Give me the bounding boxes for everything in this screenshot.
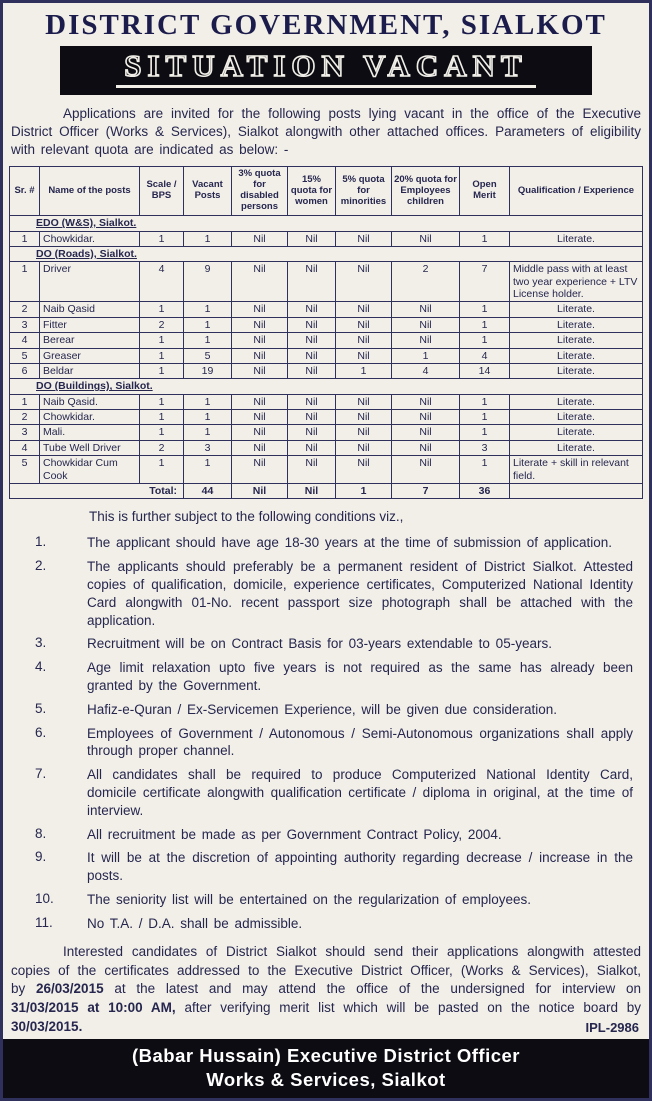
closing-segment: Interested candidates of District Sialkot should send their applications alongwith attested copies of the certificates addressed to the Executive District Officer, (Works & Services), Sialkot, by bbox=[11, 943, 641, 997]
table-cell: Literate. bbox=[510, 231, 643, 246]
condition-text: It will be at the discretion of appointing authority regarding decrease / increase in the posts. bbox=[87, 850, 633, 884]
condition-item bbox=[35, 849, 633, 885]
total-cell: 1 bbox=[336, 483, 392, 498]
table-cell: Nil bbox=[336, 333, 392, 348]
table-cell: Chowkidar Cum Cook bbox=[40, 456, 140, 484]
table-cell: Literate. bbox=[510, 425, 643, 440]
table-cell: Nil bbox=[392, 425, 460, 440]
table-cell: 1 bbox=[460, 333, 510, 348]
table-cell: Nil bbox=[336, 348, 392, 363]
vacancy-table-head bbox=[10, 167, 643, 216]
table-cell: Nil bbox=[392, 317, 460, 332]
table-cell: 1 bbox=[460, 456, 510, 484]
condition-number: 3. bbox=[35, 635, 47, 651]
footer-officer-name: (Babar Hussain) Executive District Officer bbox=[131, 1045, 521, 1067]
table-row bbox=[10, 262, 643, 302]
table-row bbox=[10, 348, 643, 363]
total-row bbox=[10, 483, 643, 498]
table-cell: Naib Qasid bbox=[40, 302, 140, 317]
table-cell: Berear bbox=[40, 333, 140, 348]
condition-number: 5. bbox=[35, 700, 47, 716]
total-cell: Nil bbox=[232, 483, 288, 498]
table-cell: Middle pass with at least two year experience + LTV License holder. bbox=[510, 262, 643, 302]
table-cell: Nil bbox=[336, 262, 392, 302]
table-cell: 5 bbox=[10, 456, 40, 484]
condition-item bbox=[35, 915, 633, 933]
closing-segment: 26/03/2015 bbox=[36, 981, 104, 997]
column-header: Open Merit bbox=[460, 167, 510, 216]
condition-text: No T.A. / D.A. shall be admissible. bbox=[87, 915, 303, 931]
condition-text: The applicant should have age 18-30 years at the time of submission of application. bbox=[87, 535, 613, 551]
table-cell: Nil bbox=[288, 231, 336, 246]
table-cell: Nil bbox=[232, 394, 288, 409]
total-cell: 36 bbox=[460, 483, 510, 498]
condition-text: Recruitment will be on Contract Basis for 03-years extendable to 05-years. bbox=[87, 636, 552, 652]
table-cell: Nil bbox=[336, 440, 392, 455]
condition-item bbox=[35, 766, 633, 819]
table-cell: 6 bbox=[10, 363, 40, 378]
table-cell: Naib Qasid. bbox=[40, 394, 140, 409]
table-cell: 1 bbox=[460, 231, 510, 246]
banner-text: SITUATION VACANT bbox=[116, 48, 536, 88]
column-header: Qualification / Experience bbox=[510, 167, 643, 216]
column-header: 5% quota for minorities bbox=[336, 167, 392, 216]
table-cell: 1 bbox=[184, 317, 232, 332]
table-cell: Nil bbox=[288, 410, 336, 425]
table-cell: Nil bbox=[232, 262, 288, 302]
condition-item bbox=[35, 826, 633, 844]
table-cell: 3 bbox=[460, 440, 510, 455]
closing-segment: 30/03/2015. bbox=[11, 1019, 83, 1035]
table-cell: Literate. bbox=[510, 317, 643, 332]
closing-segment: at the latest and may attend the office of the undersigned for interview on bbox=[103, 981, 642, 997]
table-row bbox=[10, 302, 643, 317]
table-cell: Nil bbox=[288, 394, 336, 409]
column-header: Name of the posts bbox=[40, 167, 140, 216]
table-cell: Nil bbox=[336, 394, 392, 409]
condition-text: All recruitment be made as per Government Contract Policy, 2004. bbox=[87, 826, 502, 842]
conditions-intro: This is further subject to the following conditions viz., bbox=[89, 509, 404, 525]
table-cell: Nil bbox=[392, 333, 460, 348]
column-header: Vacant Posts bbox=[184, 167, 232, 216]
situation-vacant-banner bbox=[60, 46, 592, 95]
table-cell: Nil bbox=[232, 440, 288, 455]
table-cell: 1 bbox=[460, 302, 510, 317]
table-cell: 1 bbox=[392, 348, 460, 363]
condition-item bbox=[35, 725, 633, 761]
table-row bbox=[10, 333, 643, 348]
table-cell: Driver bbox=[40, 262, 140, 302]
table-row bbox=[10, 363, 643, 378]
table-cell: 1 bbox=[140, 456, 184, 484]
section-row bbox=[10, 379, 643, 394]
table-cell: 1 bbox=[10, 262, 40, 302]
table-row bbox=[10, 425, 643, 440]
condition-item bbox=[35, 659, 633, 695]
table-cell: Mali. bbox=[40, 425, 140, 440]
condition-number: 7. bbox=[35, 766, 47, 782]
table-cell: Beldar bbox=[40, 363, 140, 378]
condition-number: 2. bbox=[35, 558, 47, 574]
condition-item bbox=[35, 701, 633, 719]
table-cell: 1 bbox=[10, 394, 40, 409]
condition-text: Age limit relaxation upto five years is not required as the same has already been granted by the Government. bbox=[87, 660, 633, 693]
section-header bbox=[10, 379, 643, 394]
section-row bbox=[10, 216, 643, 231]
total-label: Total: bbox=[10, 483, 184, 498]
condition-number: 8. bbox=[35, 825, 47, 841]
total-cell: 44 bbox=[184, 483, 232, 498]
table-cell: Nil bbox=[392, 302, 460, 317]
table-cell: 1 bbox=[184, 333, 232, 348]
condition-text: All candidates shall be required to produce Computerized National Identity Card, domicile certificate alongwith qualification certificate / diploma in original, at the time of interview. bbox=[87, 767, 633, 818]
vacancy-table bbox=[9, 166, 643, 499]
condition-number: 4. bbox=[35, 659, 47, 675]
table-cell: Nil bbox=[288, 333, 336, 348]
table-cell: Nil bbox=[288, 262, 336, 302]
table-cell: Nil bbox=[288, 302, 336, 317]
table-cell: 3 bbox=[10, 425, 40, 440]
condition-number: 11. bbox=[35, 914, 53, 930]
condition-number: 10. bbox=[35, 891, 54, 907]
column-header: Sr. # bbox=[10, 167, 40, 216]
total-cell: 7 bbox=[392, 483, 460, 498]
table-row bbox=[10, 410, 643, 425]
section-title: DO (Roads), Sialkot. bbox=[36, 247, 137, 260]
section-header bbox=[10, 246, 643, 261]
condition-text: The applicants should preferably be a permanent resident of District Sialkot. Attested copies of qualification, domicile, experience certificates, Computerized National Identity Card alongwith 01-No. recent passport size photograph shall be attached with the application. bbox=[87, 559, 633, 628]
table-cell: 1 bbox=[140, 348, 184, 363]
condition-number: 9. bbox=[35, 849, 47, 865]
table-cell: Nil bbox=[232, 348, 288, 363]
table-row bbox=[10, 440, 643, 455]
table-cell: 1 bbox=[184, 231, 232, 246]
section-header bbox=[10, 216, 643, 231]
table-cell: 4 bbox=[460, 348, 510, 363]
table-cell: 1 bbox=[140, 394, 184, 409]
column-header: Scale / BPS bbox=[140, 167, 184, 216]
section-title: EDO (W&S), Sialkot. bbox=[36, 217, 137, 230]
table-cell: Nil bbox=[232, 410, 288, 425]
table-cell: Literate. bbox=[510, 363, 643, 378]
table-cell: Nil bbox=[232, 456, 288, 484]
table-cell: 1 bbox=[140, 302, 184, 317]
table-cell: Literate + skill in relevant field. bbox=[510, 456, 643, 484]
table-row bbox=[10, 317, 643, 332]
table-cell: 1 bbox=[184, 302, 232, 317]
column-header: 20% quota for Employees children bbox=[392, 167, 460, 216]
table-cell: 14 bbox=[460, 363, 510, 378]
table-cell: Nil bbox=[392, 231, 460, 246]
table-cell: Nil bbox=[392, 410, 460, 425]
table-cell: Nil bbox=[336, 302, 392, 317]
table-cell: 1 bbox=[336, 363, 392, 378]
table-cell: 1 bbox=[184, 410, 232, 425]
table-cell: 4 bbox=[10, 333, 40, 348]
table-cell: Literate. bbox=[510, 333, 643, 348]
table-cell: Nil bbox=[232, 333, 288, 348]
table-cell: Nil bbox=[392, 440, 460, 455]
table-cell: 2 bbox=[10, 410, 40, 425]
footer-department: Works & Services, Sialkot bbox=[206, 1068, 446, 1090]
table-cell: 1 bbox=[460, 394, 510, 409]
table-cell: Chowkidar. bbox=[40, 231, 140, 246]
reference-code: IPL-2986 bbox=[585, 1020, 639, 1036]
table-cell: Greaser bbox=[40, 348, 140, 363]
table-cell: Fitter bbox=[40, 317, 140, 332]
table-cell: 1 bbox=[460, 317, 510, 332]
table-cell: 2 bbox=[140, 440, 184, 455]
table-cell: Literate. bbox=[510, 394, 643, 409]
conditions-list bbox=[9, 534, 643, 938]
table-cell: Nil bbox=[336, 317, 392, 332]
condition-number: 6. bbox=[35, 724, 47, 740]
condition-item bbox=[35, 558, 633, 629]
table-cell: Nil bbox=[288, 440, 336, 455]
table-cell: 1 bbox=[140, 333, 184, 348]
table-cell: Nil bbox=[232, 231, 288, 246]
table-cell: Nil bbox=[232, 302, 288, 317]
table-cell: 1 bbox=[140, 231, 184, 246]
table-cell: Nil bbox=[288, 456, 336, 484]
table-cell: Chowkidar. bbox=[40, 410, 140, 425]
closing-segment: 31/03/2015 at 10:00 AM, bbox=[11, 1000, 176, 1016]
table-cell: 2 bbox=[140, 317, 184, 332]
page-title: DISTRICT GOVERNMENT, SIALKOT bbox=[45, 9, 607, 41]
table-cell: Nil bbox=[288, 317, 336, 332]
total-cell: Nil bbox=[288, 483, 336, 498]
table-cell: 1 bbox=[184, 394, 232, 409]
table-cell: 7 bbox=[460, 262, 510, 302]
footer-banner bbox=[3, 1039, 649, 1098]
condition-item bbox=[35, 635, 633, 653]
table-cell: Nil bbox=[232, 363, 288, 378]
table-cell: Nil bbox=[232, 317, 288, 332]
header-row bbox=[10, 167, 643, 216]
table-cell: Nil bbox=[392, 456, 460, 484]
condition-text: The seniority list will be entertained on the regularization of employees. bbox=[87, 892, 531, 908]
table-cell: 1 bbox=[460, 410, 510, 425]
table-cell: Nil bbox=[288, 425, 336, 440]
table-cell: 4 bbox=[140, 262, 184, 302]
condition-item bbox=[35, 534, 633, 552]
table-cell: 9 bbox=[184, 262, 232, 302]
vacancy-table-body bbox=[10, 216, 643, 499]
intro-paragraph: Applications are invited for the following posts lying vacant in the office of the Executive District Officer (Works & Services), Sialkot alongwith other attached offices. Parameters of eligibility with relevant quota are indicated as below: - bbox=[11, 106, 641, 157]
table-row bbox=[10, 231, 643, 246]
table-cell: 1 bbox=[140, 425, 184, 440]
column-header: 15% quota for women bbox=[288, 167, 336, 216]
table-cell: Nil bbox=[336, 231, 392, 246]
table-cell: 5 bbox=[184, 348, 232, 363]
table-cell: 2 bbox=[10, 302, 40, 317]
table-cell: 1 bbox=[184, 456, 232, 484]
column-header: 3% quota for disabled persons bbox=[232, 167, 288, 216]
table-cell: 2 bbox=[392, 262, 460, 302]
section-row bbox=[10, 246, 643, 261]
table-row bbox=[10, 394, 643, 409]
table-cell: 4 bbox=[392, 363, 460, 378]
total-cell bbox=[510, 483, 643, 498]
table-cell: 19 bbox=[184, 363, 232, 378]
condition-number: 1. bbox=[35, 534, 47, 550]
table-cell: 5 bbox=[10, 348, 40, 363]
table-cell: 1 bbox=[460, 425, 510, 440]
table-cell: 1 bbox=[140, 363, 184, 378]
condition-item bbox=[35, 891, 633, 909]
table-cell: 1 bbox=[10, 231, 40, 246]
table-cell: Literate. bbox=[510, 410, 643, 425]
table-cell: Literate. bbox=[510, 440, 643, 455]
table-cell: 3 bbox=[10, 317, 40, 332]
table-cell: Nil bbox=[336, 410, 392, 425]
table-cell: Nil bbox=[232, 425, 288, 440]
section-title: DO (Buildings), Sialkot. bbox=[36, 380, 153, 393]
table-cell: Tube Well Driver bbox=[40, 440, 140, 455]
condition-text: Hafiz-e-Quran / Ex-Servicemen Experience, will be given due consideration. bbox=[87, 701, 557, 717]
condition-text: Employees of Government / Autonomous / Semi-Autonomous organizations shall apply through proper channel. bbox=[87, 725, 633, 759]
table-cell: Nil bbox=[336, 425, 392, 440]
table-cell: 1 bbox=[184, 425, 232, 440]
table-cell: Literate. bbox=[510, 348, 643, 363]
table-cell: Nil bbox=[392, 394, 460, 409]
table-row bbox=[10, 456, 643, 484]
table-cell: Literate. bbox=[510, 302, 643, 317]
table-cell: 1 bbox=[140, 410, 184, 425]
table-cell: 4 bbox=[10, 440, 40, 455]
closing-segment: after verifying merit list which will be pasted on the notice board by bbox=[175, 1000, 641, 1016]
table-cell: 3 bbox=[184, 440, 232, 455]
table-cell: Nil bbox=[336, 456, 392, 484]
table-cell: Nil bbox=[288, 363, 336, 378]
table-cell: Nil bbox=[288, 348, 336, 363]
